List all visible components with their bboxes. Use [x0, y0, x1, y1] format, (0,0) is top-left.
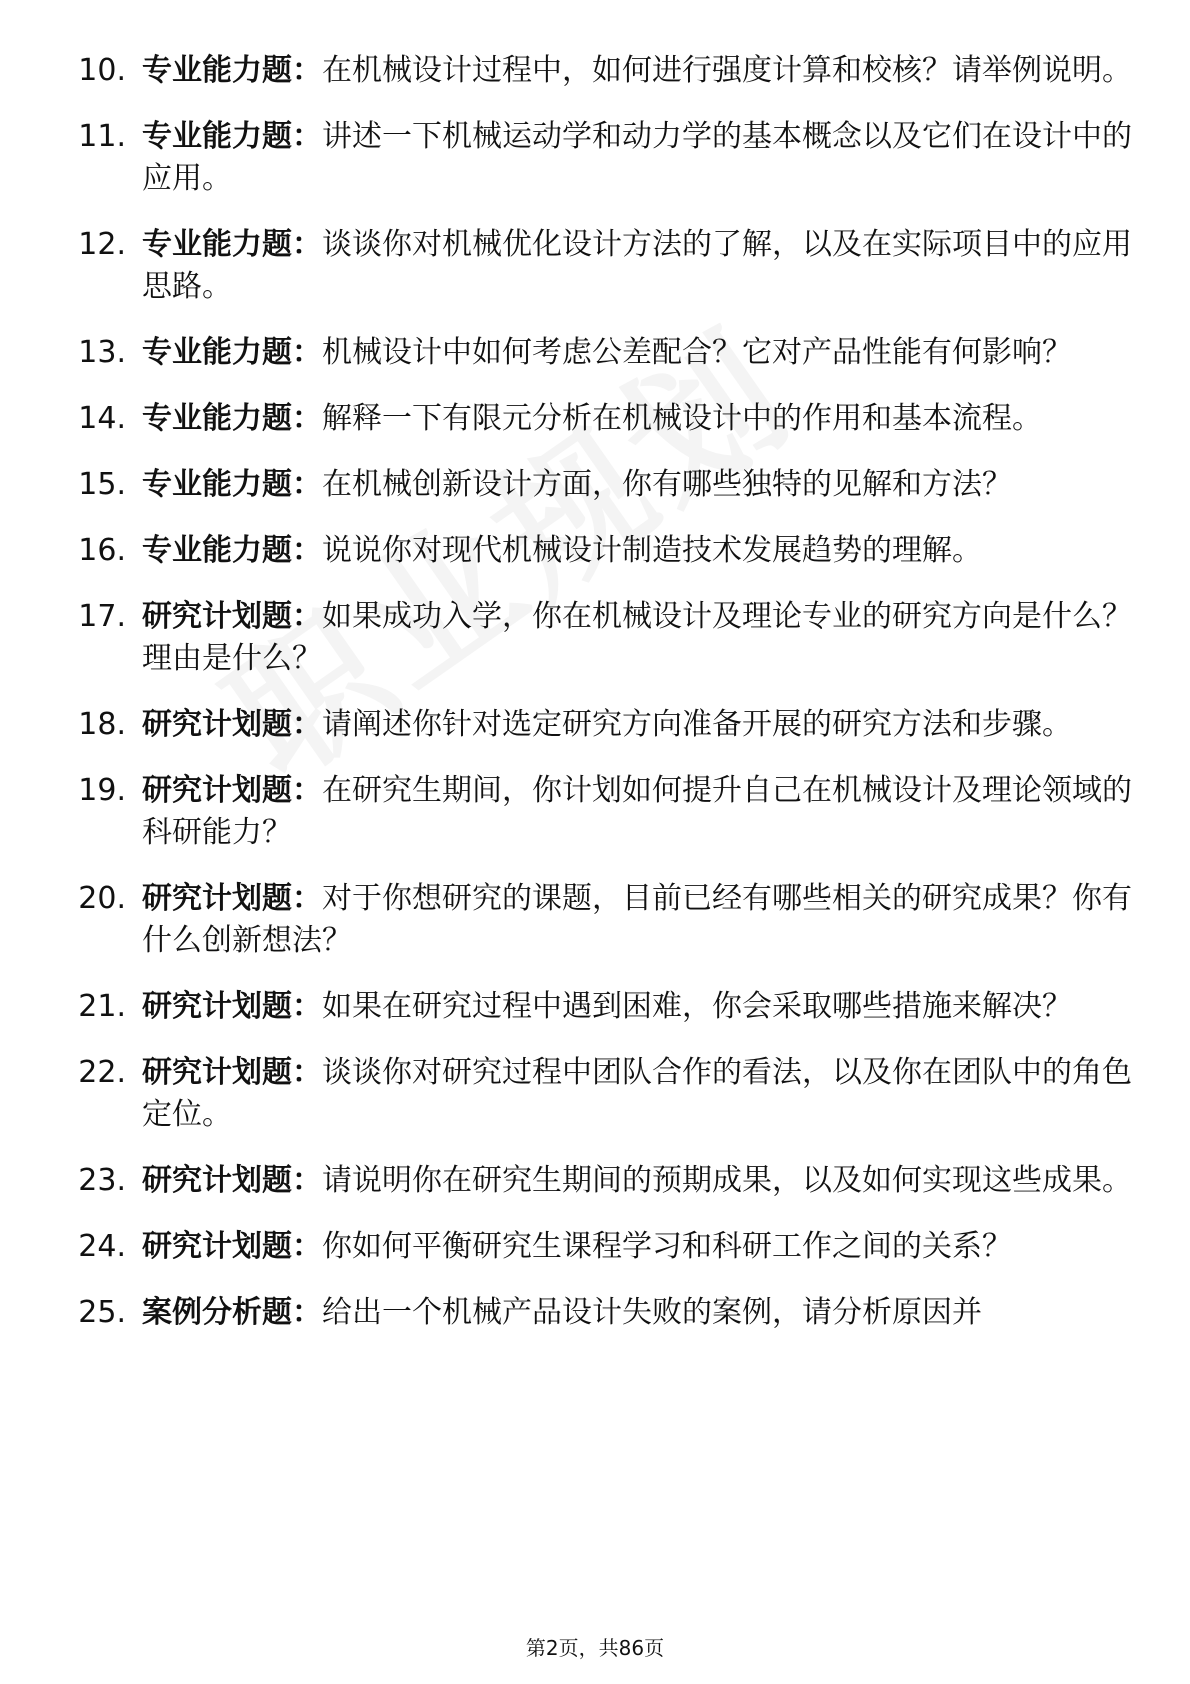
list-item	[56, 1160, 1136, 1202]
item-number: 22.	[78, 1055, 126, 1090]
list-item	[56, 878, 1136, 962]
list-item	[56, 398, 1136, 440]
item-text: 给出一个机械产品设计失败的案例，请分析原因并	[322, 1295, 982, 1330]
item-body	[142, 116, 1136, 200]
item-number: 10.	[78, 53, 126, 88]
item-category: 研究计划题：	[142, 989, 322, 1024]
item-body	[142, 1226, 1136, 1268]
item-body	[142, 464, 1136, 506]
list-item	[56, 332, 1136, 374]
item-category: 研究计划题：	[142, 773, 322, 808]
item-category: 专业能力题：	[142, 53, 322, 88]
item-number: 14.	[78, 401, 126, 436]
list-item	[56, 1052, 1136, 1136]
item-text: 说说你对现代机械设计制造技术发展趋势的理解。	[322, 533, 982, 568]
item-category: 研究计划题：	[142, 881, 322, 916]
item-body	[142, 1160, 1136, 1202]
item-category: 研究计划题：	[142, 1163, 322, 1198]
item-category: 专业能力题：	[142, 467, 322, 502]
item-text: 解释一下有限元分析在机械设计中的作用和基本流程。	[322, 401, 1042, 436]
item-number: 11.	[78, 119, 126, 154]
page-footer: 第2页，共86页	[525, 1636, 665, 1660]
list-item	[56, 986, 1136, 1028]
item-category: 研究计划题：	[142, 707, 322, 742]
item-number: 18.	[78, 707, 126, 742]
item-number: 16.	[78, 533, 126, 568]
list-item	[56, 116, 1136, 200]
item-text: 请说明你在研究生期间的预期成果，以及如何实现这些成果。	[322, 1163, 1132, 1198]
item-text: 对于你想研究的课题，目前已经有哪些相关的研究成果？你有什么创新想法？	[142, 881, 1132, 958]
item-category: 专业能力题：	[142, 227, 322, 262]
item-category: 专业能力题：	[142, 119, 322, 154]
list-item	[56, 1226, 1136, 1268]
item-text: 如果在研究过程中遇到困难，你会采取哪些措施来解决？	[322, 989, 1072, 1024]
item-text: 在机械创新设计方面，你有哪些独特的见解和方法？	[322, 467, 1012, 502]
item-text: 谈谈你对机械优化设计方法的了解，以及在实际项目中的应用思路。	[142, 227, 1132, 304]
list-item	[56, 596, 1136, 680]
list-item	[56, 704, 1136, 746]
item-number: 12.	[78, 227, 126, 262]
item-body	[142, 50, 1136, 92]
item-text: 讲述一下机械运动学和动力学的基本概念以及它们在设计中的应用。	[142, 119, 1132, 196]
item-body	[142, 596, 1136, 680]
item-number: 20.	[78, 881, 126, 916]
item-category: 专业能力题：	[142, 533, 322, 568]
list-item	[56, 50, 1136, 92]
item-number: 19.	[78, 773, 126, 808]
item-category: 专业能力题：	[142, 401, 322, 436]
item-body	[142, 878, 1136, 962]
list-item	[56, 770, 1136, 854]
item-number: 17.	[78, 599, 126, 634]
list-item	[56, 1292, 1136, 1334]
question-list	[56, 50, 1136, 1358]
item-text: 在研究生期间，你计划如何提升自己在机械设计及理论领域的科研能力？	[142, 773, 1132, 850]
item-body	[142, 1052, 1136, 1136]
item-body	[142, 224, 1136, 308]
item-text: 你如何平衡研究生课程学习和科研工作之间的关系？	[322, 1229, 1012, 1264]
item-number: 23.	[78, 1163, 126, 1198]
item-body	[142, 770, 1136, 854]
item-number: 24.	[78, 1229, 126, 1264]
item-body	[142, 704, 1136, 746]
item-text: 在机械设计过程中，如何进行强度计算和校核？请举例说明。	[322, 53, 1132, 88]
item-number: 25.	[78, 1295, 126, 1330]
item-body	[142, 530, 1136, 572]
item-category: 专业能力题：	[142, 335, 322, 370]
list-item	[56, 224, 1136, 308]
item-body	[142, 398, 1136, 440]
item-text: 机械设计中如何考虑公差配合？它对产品性能有何影响？	[322, 335, 1072, 370]
item-number: 13.	[78, 335, 126, 370]
item-body	[142, 1292, 1136, 1334]
item-text: 谈谈你对研究过程中团队合作的看法，以及你在团队中的角色定位。	[142, 1055, 1132, 1132]
item-category: 研究计划题：	[142, 1229, 322, 1264]
item-text: 请阐述你针对选定研究方向准备开展的研究方法和步骤。	[322, 707, 1072, 742]
item-number: 15.	[78, 467, 126, 502]
list-item	[56, 530, 1136, 572]
item-number: 21.	[78, 989, 126, 1024]
item-body	[142, 986, 1136, 1028]
item-text: 如果成功入学，你在机械设计及理论专业的研究方向是什么？理由是什么？	[142, 599, 1132, 676]
item-category: 案例分析题：	[142, 1295, 322, 1330]
list-item	[56, 464, 1136, 506]
item-category: 研究计划题：	[142, 599, 322, 634]
item-body	[142, 332, 1136, 374]
item-category: 研究计划题：	[142, 1055, 322, 1090]
